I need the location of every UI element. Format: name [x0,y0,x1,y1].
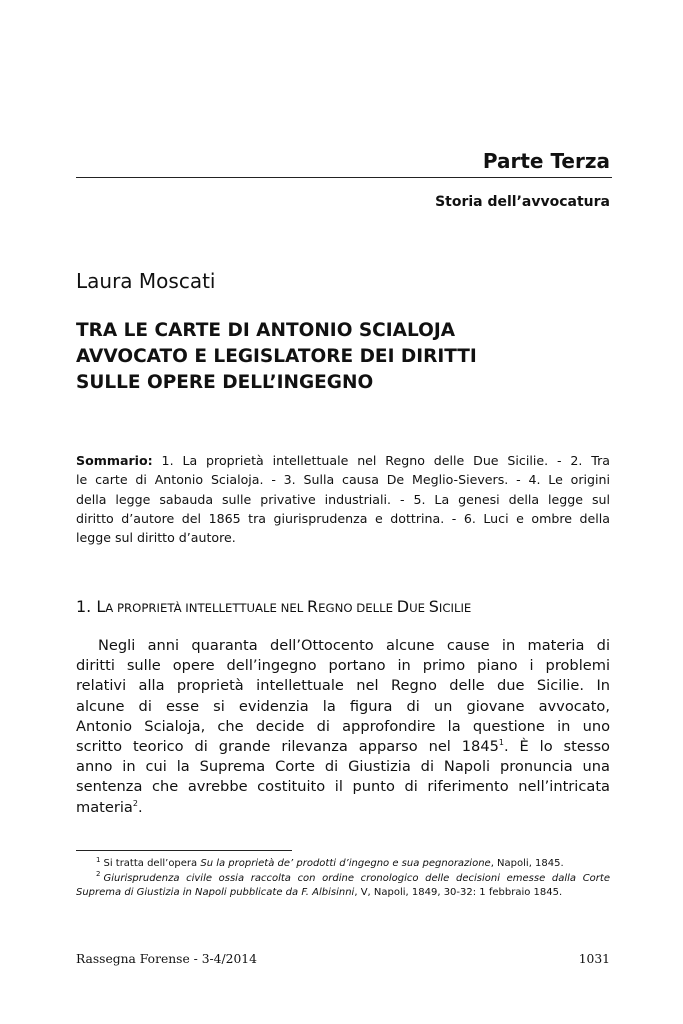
paragraph-line: relativi alla proprietà intellettuale nel Regno delle due Sicilie. In [76,677,610,695]
page-number: 1031 [578,952,610,966]
paragraph-line: alcune di esse si evidenzia la figura di un giovane avvocato, [76,697,610,715]
footnote-2-continued [76,886,610,901]
summary-line: della legge sabauda sulle privative industriali. - 5. La genesi della legge sul [76,491,610,507]
paragraph-text: scritto teorico di grande rilevanza apparso nel 1845 [76,738,499,756]
footnote-italic-text: Giurisprudenza civile ossia raccolta con ordine cronologico delle decisioni emesse dalla Corte [103,872,610,884]
summary [76,451,610,547]
paragraph-line: Antonio Scialoja, che decide di approfondire la questione in uno [76,717,610,735]
paragraph-line [76,737,610,757]
heading-cap: S [428,597,439,616]
footnote-ref[interactable]: 2 [132,798,138,808]
footnote-ref[interactable]: 1 [498,738,504,748]
heading-cap: L [96,597,106,616]
heading-small-caps: UE [409,601,429,615]
section-heading [76,596,471,619]
paragraph-line: sentenza che avrebbe costituito il punto di riferimento nell’intricata [76,778,610,796]
summary-label: Sommario: [76,453,153,468]
article-title [76,318,610,396]
body-paragraph [76,636,610,818]
footnotes [76,857,610,901]
article-title-line: AVVOCATO E LEGISLATORE DEI DIRITTI [76,346,477,367]
paragraph-line: diritti sulle opere dell’ingegno portano in primo piano i problemi [76,657,610,675]
paragraph-line: anno in cui la Suprema Corte di Giustizia di Napoli pronuncia una [76,758,610,776]
part-divider [76,177,612,178]
footnote-1 [76,857,610,872]
heading-cap: D [396,597,410,616]
author-name: Laura Moscati [76,269,216,293]
footnote-text: , V, Napoli, 1849, 30-32: 1 febbraio 1845. [354,887,563,898]
summary-text: 1. La proprietà intellettuale nel Regno delle Due Sicilie. - 2. Tra [152,453,610,468]
section-number: 1. [76,597,97,616]
article-title-line: TRA LE CARTE DI ANTONIO SCIALOJA [76,320,456,341]
footnote-number: 1 [96,855,101,864]
summary-line [76,451,610,470]
heading-small-caps: EGNO DELLE [318,601,397,615]
part-title: Parte Terza [482,149,610,173]
article-title-line: SULLE OPERE DELL’INGEGNO [76,372,374,393]
footnote-number: 2 [96,870,101,879]
footnote-divider [76,850,292,851]
footnote-text: , Napoli, 1845. [490,858,564,869]
footnote-italic-text: Su la proprietà de’ prodotti d’ingegno e sua pegnorazione [200,858,491,869]
summary-line: le carte di Antonio Scialoja. - 3. Sulla causa De Meglio-Sievers. - 4. Le origini [76,472,610,488]
paragraph-text: . È lo stesso [504,738,610,756]
footnote-text: Si tratta dell’opera [103,858,201,869]
part-subtitle: Storia dell’avvocatura [435,194,610,210]
heading-cap: R [307,597,319,616]
heading-small-caps: A PROPRIETÀ INTELLETTUALE NEL [105,601,308,615]
paragraph-line [76,798,610,818]
heading-small-caps: ICILIE [438,601,472,615]
paragraph-line: Negli anni quaranta dell’Ottocento alcune cause in materia di [98,637,610,654]
footnote-2 [76,872,610,887]
footnote-italic-text: Suprema di Giustizia in Napoli pubblicate da F. Albisinni [76,887,355,898]
paragraph-text: . [137,798,143,816]
paragraph-text: materia [76,798,133,816]
summary-line: legge sul diritto d’autore. [76,530,236,546]
journal-name: Rassegna Forense - 3-4/2014 [76,952,257,966]
summary-line: diritto d’autore del 1865 tra giurisprudenza e dottrina. - 6. Luci e ombre della [76,510,610,526]
